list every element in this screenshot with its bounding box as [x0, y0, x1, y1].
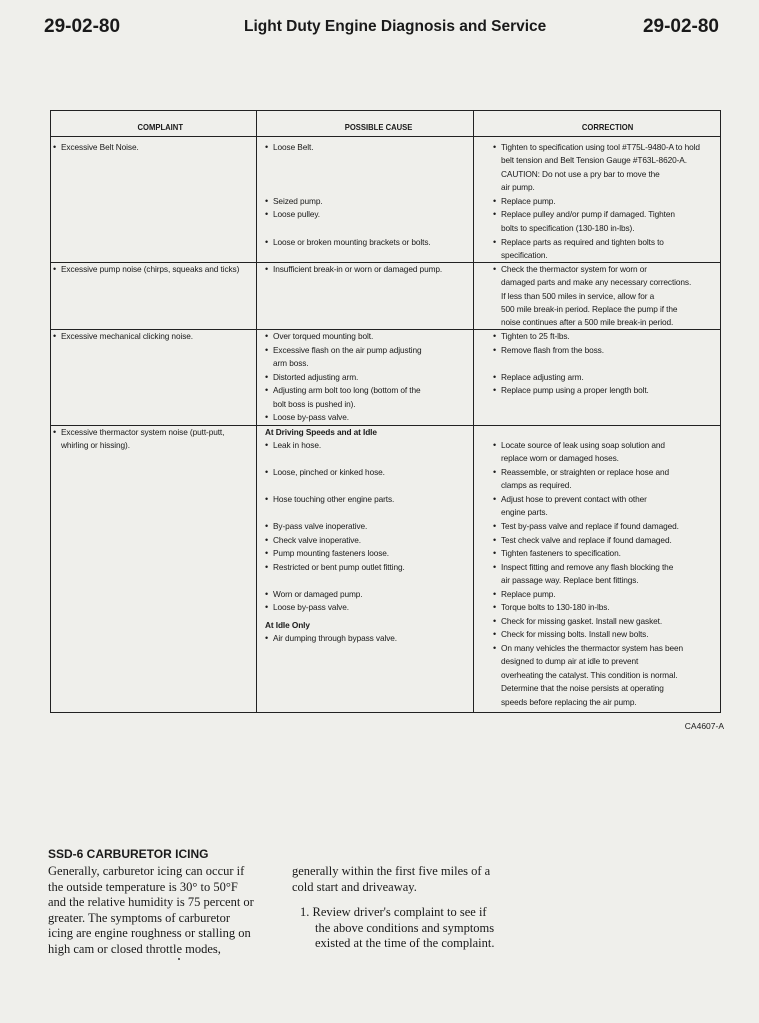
cause-item: • Restricted or bent pump outlet fitting.: [273, 561, 405, 575]
column-divider: [256, 111, 257, 712]
paragraph-line: high cam or closed throttle modes,: [48, 941, 221, 956]
cause-item: • Distorted adjusting arm.: [273, 371, 358, 385]
cause-subheading: At Idle Only: [265, 620, 310, 630]
complaint-item: • Excessive thermactor system noise (putt-putt,: [61, 426, 224, 440]
correction-item: belt tension and Belt Tension Gauge #T63L-8620-A.: [501, 155, 687, 165]
correction-item: • On many vehicles the thermactor system has been: [501, 642, 683, 656]
paragraph-line: the outside temperature is 30° to 50°F: [48, 879, 238, 894]
correction-item: speeds before replacing the air pump.: [501, 697, 637, 707]
correction-item: • Torque bolts to 130-180 in-lbs.: [501, 601, 610, 615]
correction-item: • Remove flash from the boss.: [501, 344, 604, 358]
paragraph-line: cold start and driveaway.: [292, 879, 417, 894]
paragraph-line: and the relative humidity is 75 percent or: [48, 895, 254, 909]
cause-item: • Loose Belt.: [273, 141, 313, 155]
cause-item: • Loose, pinched or kinked hose.: [273, 466, 385, 480]
page-number-right: 29-02-80: [642, 16, 719, 37]
correction-item: If less than 500 miles in service, allow for a: [501, 291, 655, 301]
step-line: the above conditions and symptoms: [315, 920, 495, 935]
correction-item: • Locate source of leak using soap solution and: [501, 439, 665, 453]
correction-item: • Adjust hose to prevent contact with other: [501, 493, 647, 507]
complaint-item: • Excessive Belt Noise.: [61, 141, 139, 155]
right-paragraph: [292, 864, 522, 895]
correction-item: damaged parts and make any necessary corrections.: [501, 277, 692, 287]
section-title: SSD-6 CARBURETOR ICING: [48, 847, 209, 861]
correction-item: • Tighten to 25 ft-lbs.: [501, 330, 570, 344]
print-speck: [178, 958, 180, 960]
paragraph-line: Generally, carburetor icing can occur if: [48, 864, 245, 878]
correction-item: • Replace pump using a proper length bolt.: [501, 384, 649, 398]
cause-item: • Leak in hose.: [273, 439, 321, 453]
step-line: 1. Review driver's complaint to see if: [300, 905, 487, 919]
cause-item: • Check valve inoperative.: [273, 534, 361, 548]
cause-item: • Excessive flash on the air pump adjusting: [273, 344, 422, 358]
column-header-cause: POSSIBLE CAUSE: [344, 122, 413, 132]
cause-item: • Loose pulley.: [273, 208, 320, 222]
paragraph-line: icing are engine roughness or stalling on: [48, 926, 251, 940]
step-line: existed at the time of the complaint.: [315, 936, 495, 950]
cause-item: • Over torqued mounting bolt.: [273, 330, 373, 344]
correction-item: • Tighten fasteners to specification.: [501, 547, 621, 561]
cause-item: bolt boss is pushed in).: [273, 399, 356, 409]
correction-item: CAUTION: Do not use a pry bar to move the: [501, 169, 660, 179]
page-number-left: 29-02-80: [44, 16, 121, 37]
correction-item: specification.: [501, 250, 548, 260]
correction-item: designed to dump air at idle to prevent: [501, 656, 639, 666]
procedure-step: [300, 905, 530, 952]
correction-item: • Replace pump.: [501, 588, 556, 602]
header-divider: [51, 136, 720, 137]
correction-item: overheating the catalyst. This condition is normal.: [501, 670, 678, 680]
correction-item: • Check for missing gasket. Install new gasket.: [501, 615, 662, 629]
correction-item: • Reassemble, or straighten or replace hose and: [501, 466, 669, 480]
cause-item: • Loose or broken mounting brackets or bolts.: [273, 236, 431, 250]
cause-item: • Seized pump.: [273, 195, 323, 209]
complaint-item: • Excessive pump noise (chirps, squeaks and ticks): [61, 263, 239, 277]
cause-item: • Pump mounting fasteners loose.: [273, 547, 389, 561]
correction-item: • Replace parts as required and tighten bolts to: [501, 236, 664, 250]
cause-item: • Insufficient break-in or worn or damaged pump.: [273, 263, 442, 277]
column-header-correction: CORRECTION: [581, 122, 634, 132]
correction-item: • Test by-pass valve and replace if found damaged.: [501, 520, 679, 534]
cause-item: • Adjusting arm bolt too long (bottom of the: [273, 384, 421, 398]
correction-item: replace worn or damaged hoses.: [501, 453, 619, 463]
correction-item: noise continues after a 500 mile break-in period.: [501, 317, 674, 327]
cause-subheading: At Driving Speeds and at Idle: [265, 427, 377, 437]
cause-item: • Loose by-pass valve.: [273, 411, 349, 425]
column-header-complaint: COMPLAINT: [137, 122, 184, 132]
correction-item: • Tighten to specification using tool #T75L-9480-A to hold: [501, 141, 700, 155]
page-title: Light Duty Engine Diagnosis and Service: [244, 18, 547, 35]
diagnosis-table: [50, 110, 721, 713]
correction-item: air passage way. Replace bent fittings.: [501, 575, 639, 585]
correction-item: • Replace pump.: [501, 195, 556, 209]
figure-caption: CA4607-A: [684, 721, 724, 731]
correction-item: air pump.: [501, 182, 535, 192]
left-paragraph: [48, 864, 280, 957]
paragraph-line: generally within the first five miles of a: [292, 864, 491, 878]
correction-item: • Replace adjusting arm.: [501, 371, 584, 385]
correction-item: • Check for missing bolts. Install new bolts.: [501, 628, 648, 642]
column-divider: [473, 111, 474, 712]
correction-item: 500 mile break-in period. Replace the pump if the: [501, 304, 678, 314]
correction-item: • Check the thermactor system for worn or: [501, 263, 647, 277]
correction-item: engine parts.: [501, 507, 548, 517]
cause-item: arm boss.: [273, 358, 309, 368]
complaint-item: whirling or hissing).: [61, 440, 130, 450]
cause-item: • Loose by-pass valve.: [273, 601, 349, 615]
complaint-item: • Excessive mechanical clicking noise.: [61, 330, 193, 344]
cause-item: • Air dumping through bypass valve.: [273, 632, 397, 646]
cause-item: • Hose touching other engine parts.: [273, 493, 394, 507]
correction-item: clamps as required.: [501, 480, 572, 490]
correction-item: • Test check valve and replace if found damaged.: [501, 534, 672, 548]
paragraph-line: greater. The symptoms of carburetor: [48, 910, 231, 925]
cause-item: • Worn or damaged pump.: [273, 588, 363, 602]
correction-item: • Inspect fitting and remove any flash blocking the: [501, 561, 673, 575]
cause-item: • By-pass valve inoperative.: [273, 520, 367, 534]
correction-item: bolts to specification (130-180 in-lbs).: [501, 223, 635, 233]
correction-item: • Replace pulley and/or pump if damaged. Tighten: [501, 208, 675, 222]
correction-item: Determine that the noise persists at operating: [501, 683, 664, 693]
